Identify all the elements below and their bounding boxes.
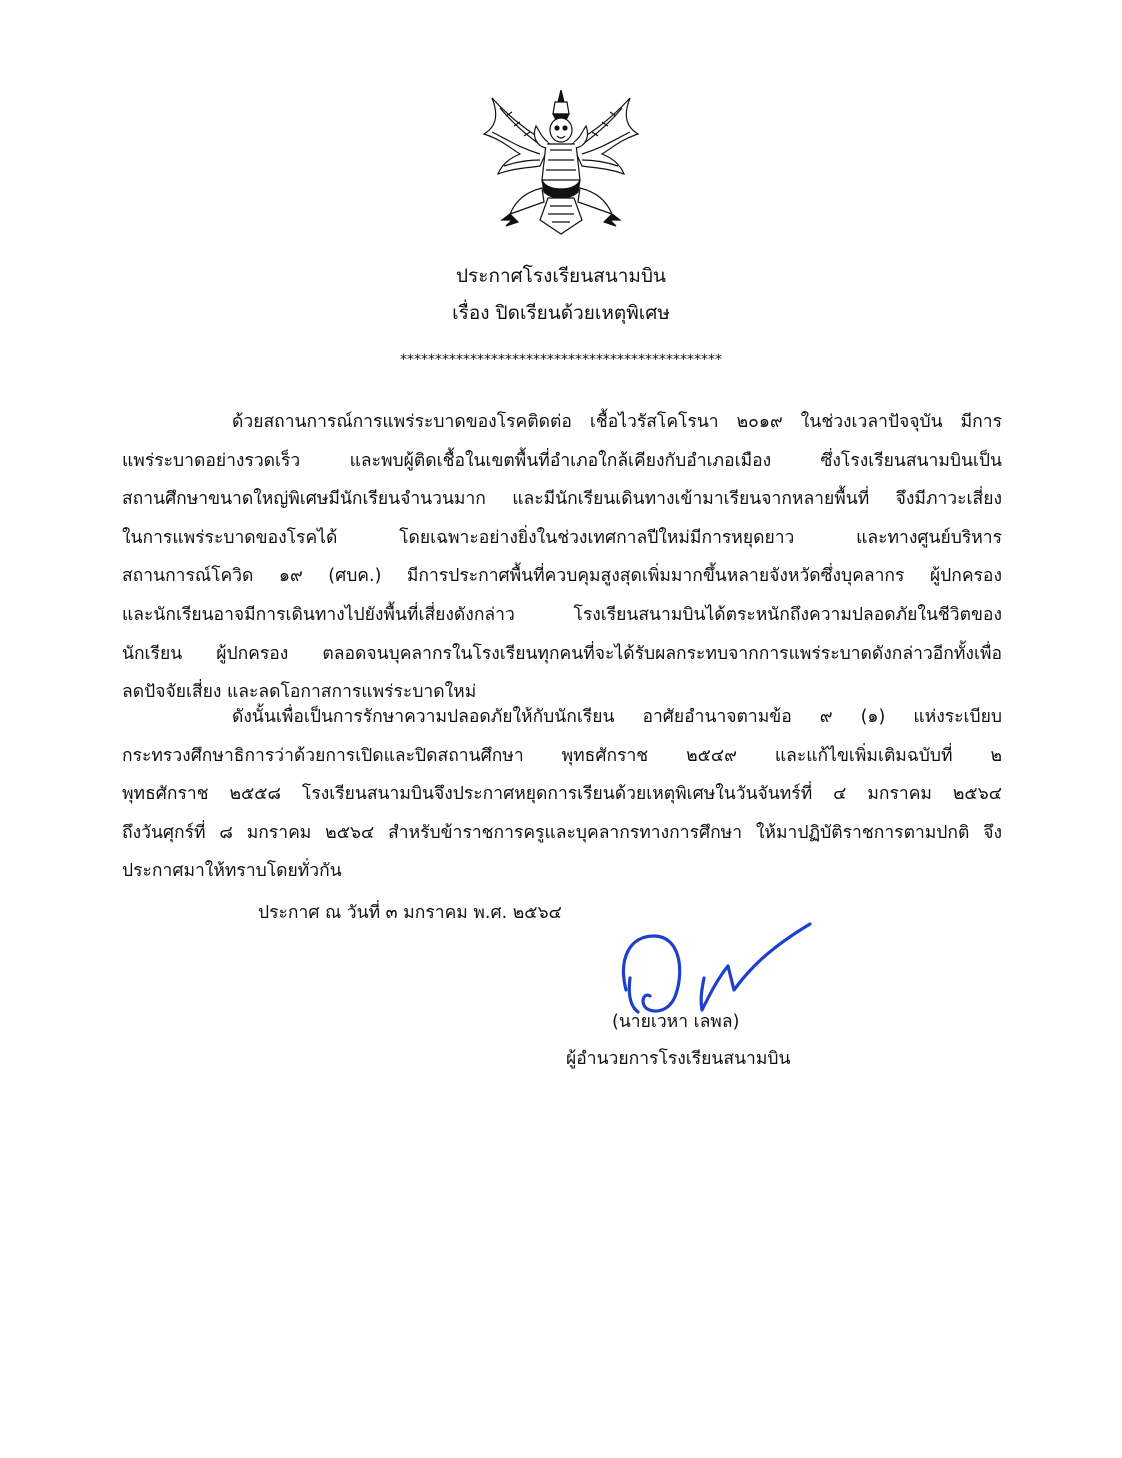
paragraph-line: นักเรียน ผู้ปกครอง ตลอดจนบุคลากรในโรงเรียนทุกคนที่จะได้รับผลกระทบจากการแพร่ระบาดดังกล่าวอีกทั้งเพื่อ xyxy=(122,643,1002,664)
paragraph-line: พุทธศักราช ๒๕๕๘ โรงเรียนสนามบินจึงประกาศหยุดการเรียนด้วยเหตุพิเศษในวันจันทร์ที่ ๔ มกราคม ๒๕๖๔ xyxy=(122,784,1002,805)
paragraph-line: ด้วยสถานการณ์การแพร่ระบาดของโรคติดต่อ เชื้อไวรัสโคโรนา ๒๐๑๙ ในช่วงเวลาปัจจุบัน มีการ xyxy=(232,412,1002,432)
paragraph-line: ถึงวันศุกร์ที่ ๘ มกราคม ๒๕๖๔ สำหรับข้าราชการครูและบุคลากรทางการศึกษา ให้มาปฏิบัติราชการตามปกติ จึง xyxy=(122,822,1002,843)
body-paragraph-2 xyxy=(122,698,1002,891)
separator-line: ********************************************** xyxy=(400,352,722,368)
paragraph-line: กระทรวงศึกษาธิการว่าด้วยการเปิดและปิดสถานศึกษา พุทธศักราช ๒๕๔๙ และแก้ไขเพิ่มเติมฉบับที่ ๒ xyxy=(122,745,1002,766)
signature-strokes xyxy=(624,924,810,1012)
announcement-date: ประกาศ ณ วันที่ ๓ มกราคม พ.ศ. ๒๕๖๔ xyxy=(258,903,562,923)
paragraph-line: ในการแพร่ระบาดของโรคได้ โดยเฉพาะอย่างยิ่งในช่วงเทศกาลปีใหม่มีการหยุดยาว และทางศูนย์บริหาร xyxy=(122,527,1002,548)
paragraph-line: ประกาศมาให้ทราบโดยทั่วกัน xyxy=(122,861,342,882)
announcement-title: ประกาศโรงเรียนสนามบิน xyxy=(455,265,667,287)
announcement-subject: เรื่อง ปิดเรียนด้วยเหตุพิเศษ xyxy=(452,302,670,324)
signer-position: ผู้อำนวยการโรงเรียนสนามบิน xyxy=(566,1049,791,1069)
garuda-emblem xyxy=(480,88,642,238)
paragraph-line: สถานการณ์โควิด ๑๙ (ศบค.) มีการประกาศพื้นที่ควบคุมสูงสุดเพิ่มมากขึ้นหลายจังหวัดซึ่งบุคลากร ผู้ปกครอง xyxy=(122,566,1002,587)
paragraph-line: ลดปัจจัยเสี่ยง และลดโอกาสการแพร่ระบาดใหม่ xyxy=(122,682,477,703)
paragraph-line: แพร่ระบาดอย่างรวดเร็ว และพบผู้ติดเชื้อในเขตพื้นที่อำเภอใกล้เคียงกับอำเภอเมือง ซึ่งโรงเรียนสนามบินเป็น xyxy=(122,450,1002,471)
paragraph-line: และนักเรียนอาจมีการเดินทางไปยังพื้นที่เสี่ยงดังกล่าว โรงเรียนสนามบินได้ตระหนักถึงความปลอดภัยในชีวิตของ xyxy=(122,604,1002,625)
signer-name: (นายเวหา เลพล) xyxy=(612,1012,740,1032)
paragraph-line: ดังนั้นเพื่อเป็นการรักษาความปลอดภัยให้กับนักเรียน อาศัยอำนาจตามข้อ ๙ (๑) แห่งระเบียบ xyxy=(232,707,1002,727)
body-paragraph-1 xyxy=(122,403,1002,712)
paragraph-line: สถานศึกษาขนาดใหญ่พิเศษมีนักเรียนจำนวนมาก และมีนักเรียนเดินทางเข้ามาเรียนจากหลายพื้นที่ จึงมีภาวะเสี่ยง xyxy=(122,489,1002,510)
